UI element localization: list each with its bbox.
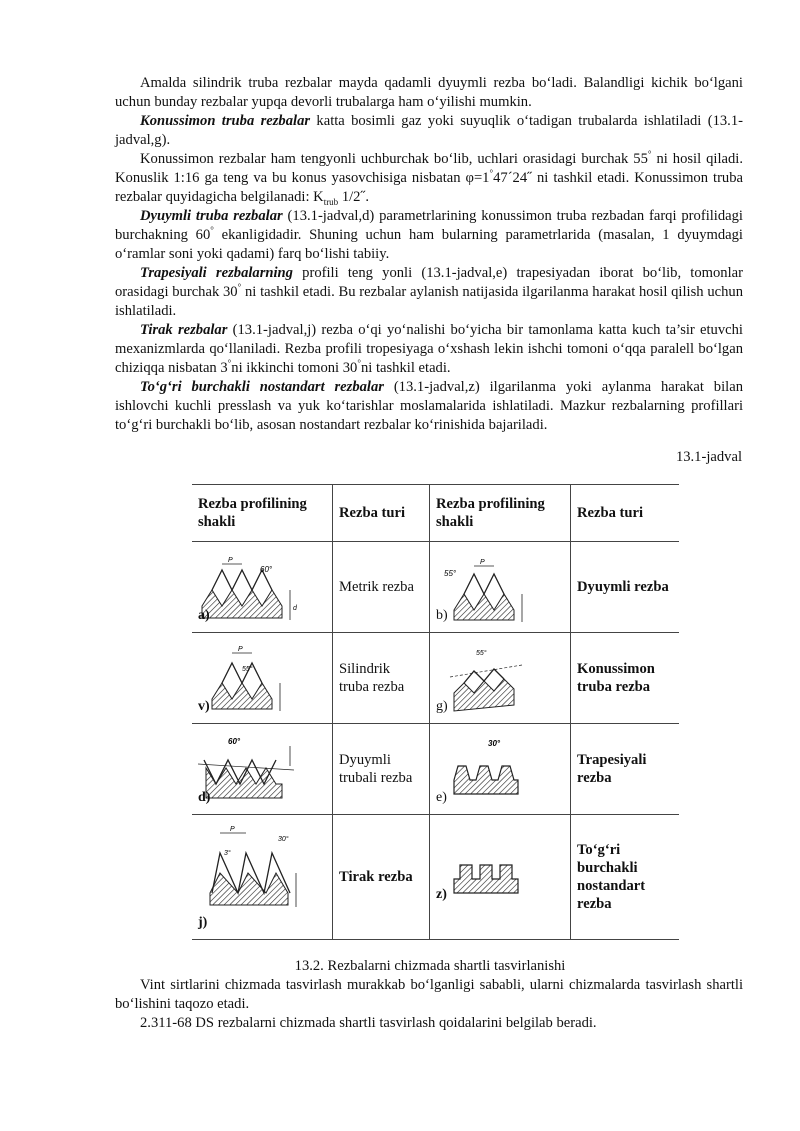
thread-type-cell: Dyuymli trubali rezba xyxy=(333,724,430,815)
thread-type-cell: Konussimon truba rezba xyxy=(571,633,680,724)
conical-pipe-thread-drawing xyxy=(436,641,536,715)
svg-text:55°: 55° xyxy=(444,569,457,578)
thread-type-cell: Trapesiyali rezba xyxy=(571,724,680,815)
term-togri: To‘g‘ri burchakli nostandart rezbalar xyxy=(140,379,384,395)
paragraph-4: Dyuymli truba rezbalar (13.1-jadval,d) parametrlarining konussimon truba rezbadan farqi profilidagi burchakning 60° ekanligidadir. Shuning uchun ham bularning parametrlarida (masalan, 1 dyuymdagi o‘ramlar soni yoki qadami) farq bo‘lishi tabiiy. xyxy=(115,208,743,262)
row-label-a: a) xyxy=(198,608,210,623)
svg-text:P: P xyxy=(480,559,485,566)
section-title: 13.2. Rezbalarni chizmada shartli tasvirlanishi xyxy=(294,958,566,974)
svg-text:55°: 55° xyxy=(476,650,487,657)
header-profile-shape-2: Rezba profilining shakli xyxy=(430,485,571,542)
row-label-j: j) xyxy=(198,915,208,930)
row-label-g: g) xyxy=(436,699,448,714)
paragraph-3: Konussimon rezbalar ham tengyonli uchburchak bo‘lib, uchlari orasidagi burchak 55° ni hosil qiladi. Konuslik 1:16 ga teng va bu konus yasovchisiga nisbatan φ=1°47´24˝ ni tashkil etadi. Konussimon truba rezbalar quyidagicha belgilanadi: $K_{trub}$ 1/2˝. xyxy=(115,149,744,207)
thread-type-cell: Dyuymli rezba xyxy=(571,542,680,633)
term-tirak: Tirak rezbalar xyxy=(140,322,228,338)
trapezoidal-thread-drawing xyxy=(436,732,536,806)
profile-cell-b xyxy=(430,542,571,633)
header-thread-type-2: Rezba turi xyxy=(571,485,680,542)
table-caption: 13.1-jadval xyxy=(675,449,742,465)
bottom-text xyxy=(115,976,743,1033)
metric-thread-drawing xyxy=(198,550,310,624)
table-row xyxy=(192,633,679,724)
svg-text:30°: 30° xyxy=(278,836,289,843)
term-trapesiyali: Trapesiyali rezbalarning xyxy=(140,265,293,281)
row-label-e: e) xyxy=(436,790,447,805)
svg-text:3°: 3° xyxy=(224,850,231,857)
profile-cell-j xyxy=(192,815,333,940)
profile-cell-a xyxy=(192,542,333,633)
table-row xyxy=(192,815,679,940)
table-row xyxy=(192,724,679,815)
svg-text:55°: 55° xyxy=(242,666,253,673)
term-dyuymli: Dyuymli truba rezbalar xyxy=(140,208,283,224)
profile-cell-g xyxy=(430,633,571,724)
row-label-b: b) xyxy=(436,608,448,623)
paragraph-1: Amalda silindrik truba rezbalar mayda qadamli dyuymli rezba bo‘ladi. Balandligi kichik bo‘lgani uchun bunday rezbalar yupqa devorli trubalarga ham o‘yilishi mumkin. xyxy=(115,75,743,110)
profile-cell-z xyxy=(430,815,571,940)
thread-type-cell: To‘g‘ri burchakli nostandart rezba xyxy=(571,815,680,940)
paragraph-5: Trapesiyali rezbalarning profili teng yonli (13.1-jadval,e) trapesiyadan iborat bo‘lib, tomonlar orasidagi burchak 30° ni tashkil etadi. Bu rezbalar aylanish natijasida ilgarilanma harakat hosil qilish uchun ishlatiladi. xyxy=(115,265,743,319)
svg-text:P: P xyxy=(238,646,243,653)
thread-type-cell: Tirak rezba xyxy=(333,815,430,940)
profile-cell-v xyxy=(192,633,333,724)
header-thread-type-1: Rezba turi xyxy=(333,485,430,542)
header-profile-shape-1: Rezba profilining shakli xyxy=(192,485,333,542)
svg-text:P: P xyxy=(228,557,233,564)
rectangular-thread-drawing xyxy=(436,823,536,915)
inch-thread-drawing xyxy=(436,550,536,624)
bottom-paragraph: Vint sirtlarini chizmada tasvirlash murakkab bo‘lganligi sababli, ularni chizmalarda tasvirlash shartli bo‘lishini taqozo etadi. xyxy=(115,977,743,1012)
svg-text:60°: 60° xyxy=(228,737,241,746)
term-konussimon: Konussimon truba rezbalar xyxy=(140,113,311,129)
inch-pipe-thread-drawing xyxy=(198,732,310,806)
svg-text:d: d xyxy=(293,605,297,612)
paragraph-2: Konussimon truba rezbalar katta bosimli gaz yoki suyuqlik o‘tadigan trubalarda ishlatiladi (13.1-jadval,g). xyxy=(115,113,743,148)
row-label-z: z) xyxy=(436,887,447,902)
row-label-d: d) xyxy=(198,790,211,805)
thread-type-cell: Metrik rezba xyxy=(333,542,430,633)
svg-text:30°: 30° xyxy=(488,739,501,748)
bottom-paragraph: 2.311-68 DS rezbalarni chizmada shartli tasvirlash qoidalarini belgilab beradi. xyxy=(140,1015,597,1031)
paragraph-7: To‘g‘ri burchakli nostandart rezbalar (13.1-jadval,z) ilgarilanma yoki aylanma harakat bilan ishlovchi kuchli presslash va yuk ko‘tarishlar moslamalarida ishlatiladi. Mazkur rezbalarning profillari to‘g‘ri burchakli bo‘lib, asosan nostandart rezbalar ko‘rinishida bajariladi. xyxy=(115,379,743,433)
table-row xyxy=(192,542,679,633)
profile-cell-d xyxy=(192,724,333,815)
svg-text:P: P xyxy=(230,826,235,833)
svg-text:60°: 60° xyxy=(260,565,273,574)
table-header-row xyxy=(192,485,679,542)
body-text xyxy=(115,74,743,435)
buttress-thread-drawing xyxy=(198,823,310,915)
thread-table xyxy=(192,484,679,940)
thread-type-cell: Silindrik truba rezba xyxy=(333,633,430,724)
cylindrical-pipe-thread-drawing xyxy=(198,641,310,715)
row-label-v: v) xyxy=(198,699,210,714)
profile-cell-e xyxy=(430,724,571,815)
paragraph-6: Tirak rezbalar (13.1-jadval,j) rezba o‘qi yo‘nalishi bo‘yicha bir tamonlama katta kuch ta’sir etuvchi mexanizmlarda qo‘llaniladi. Rezba profili tropesiyaga o‘xshash lekin ishchi tomoni o‘qqa paralell bo‘lgan chiziqqa nisbatan 3°ni ikkinchi tomoni 30°ni tashkil etadi. xyxy=(115,322,743,376)
